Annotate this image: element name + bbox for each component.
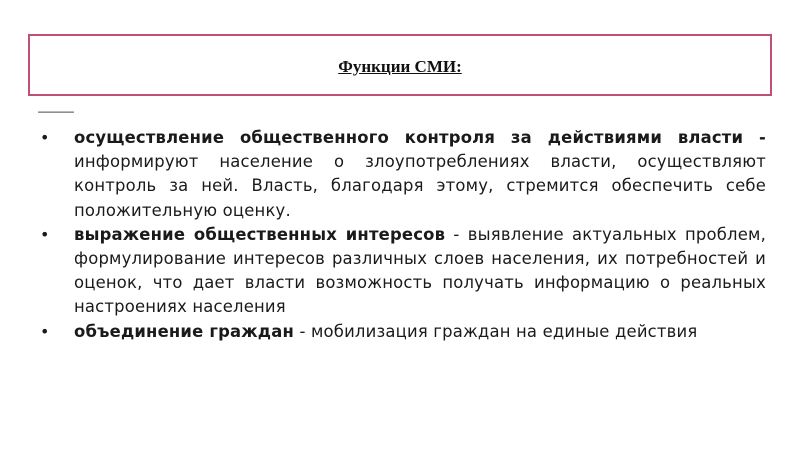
- bullet-item-citizen-unification: [40, 320, 766, 344]
- bullet-item-public-control: [40, 126, 766, 223]
- bullet-dot-icon: •: [40, 321, 50, 341]
- bullet-text: - выявление актуальных проблем, формулирование интересов различных слоев населения, их потребностей и оценок, что дает власти возможность получать информацию о реальных настроениях населения: [74, 224, 766, 317]
- bullet-term: объединение граждан: [74, 321, 295, 341]
- slide-title: Функции СМИ:: [338, 57, 462, 76]
- bullet-term: выражение общественных интересов: [74, 224, 446, 244]
- bullet-item-public-interests: [40, 223, 766, 320]
- bullet-dot-icon: •: [40, 128, 50, 147]
- bullet-term: осуществление общественного контроля за действиями власти -: [74, 128, 766, 147]
- bullet-text: - мобилизация граждан на единые действия: [294, 321, 698, 341]
- separator-dashes: ———: [38, 104, 74, 118]
- bullet-text: информируют население о злоупотреблениях власти, осуществляют контроль за ней. Власть, благодаря этому, стремится обеспечить себе положительную оценку.: [74, 152, 766, 220]
- title-frame: [28, 34, 772, 96]
- bullet-dot-icon: •: [40, 224, 50, 244]
- bullet-list: [40, 126, 766, 344]
